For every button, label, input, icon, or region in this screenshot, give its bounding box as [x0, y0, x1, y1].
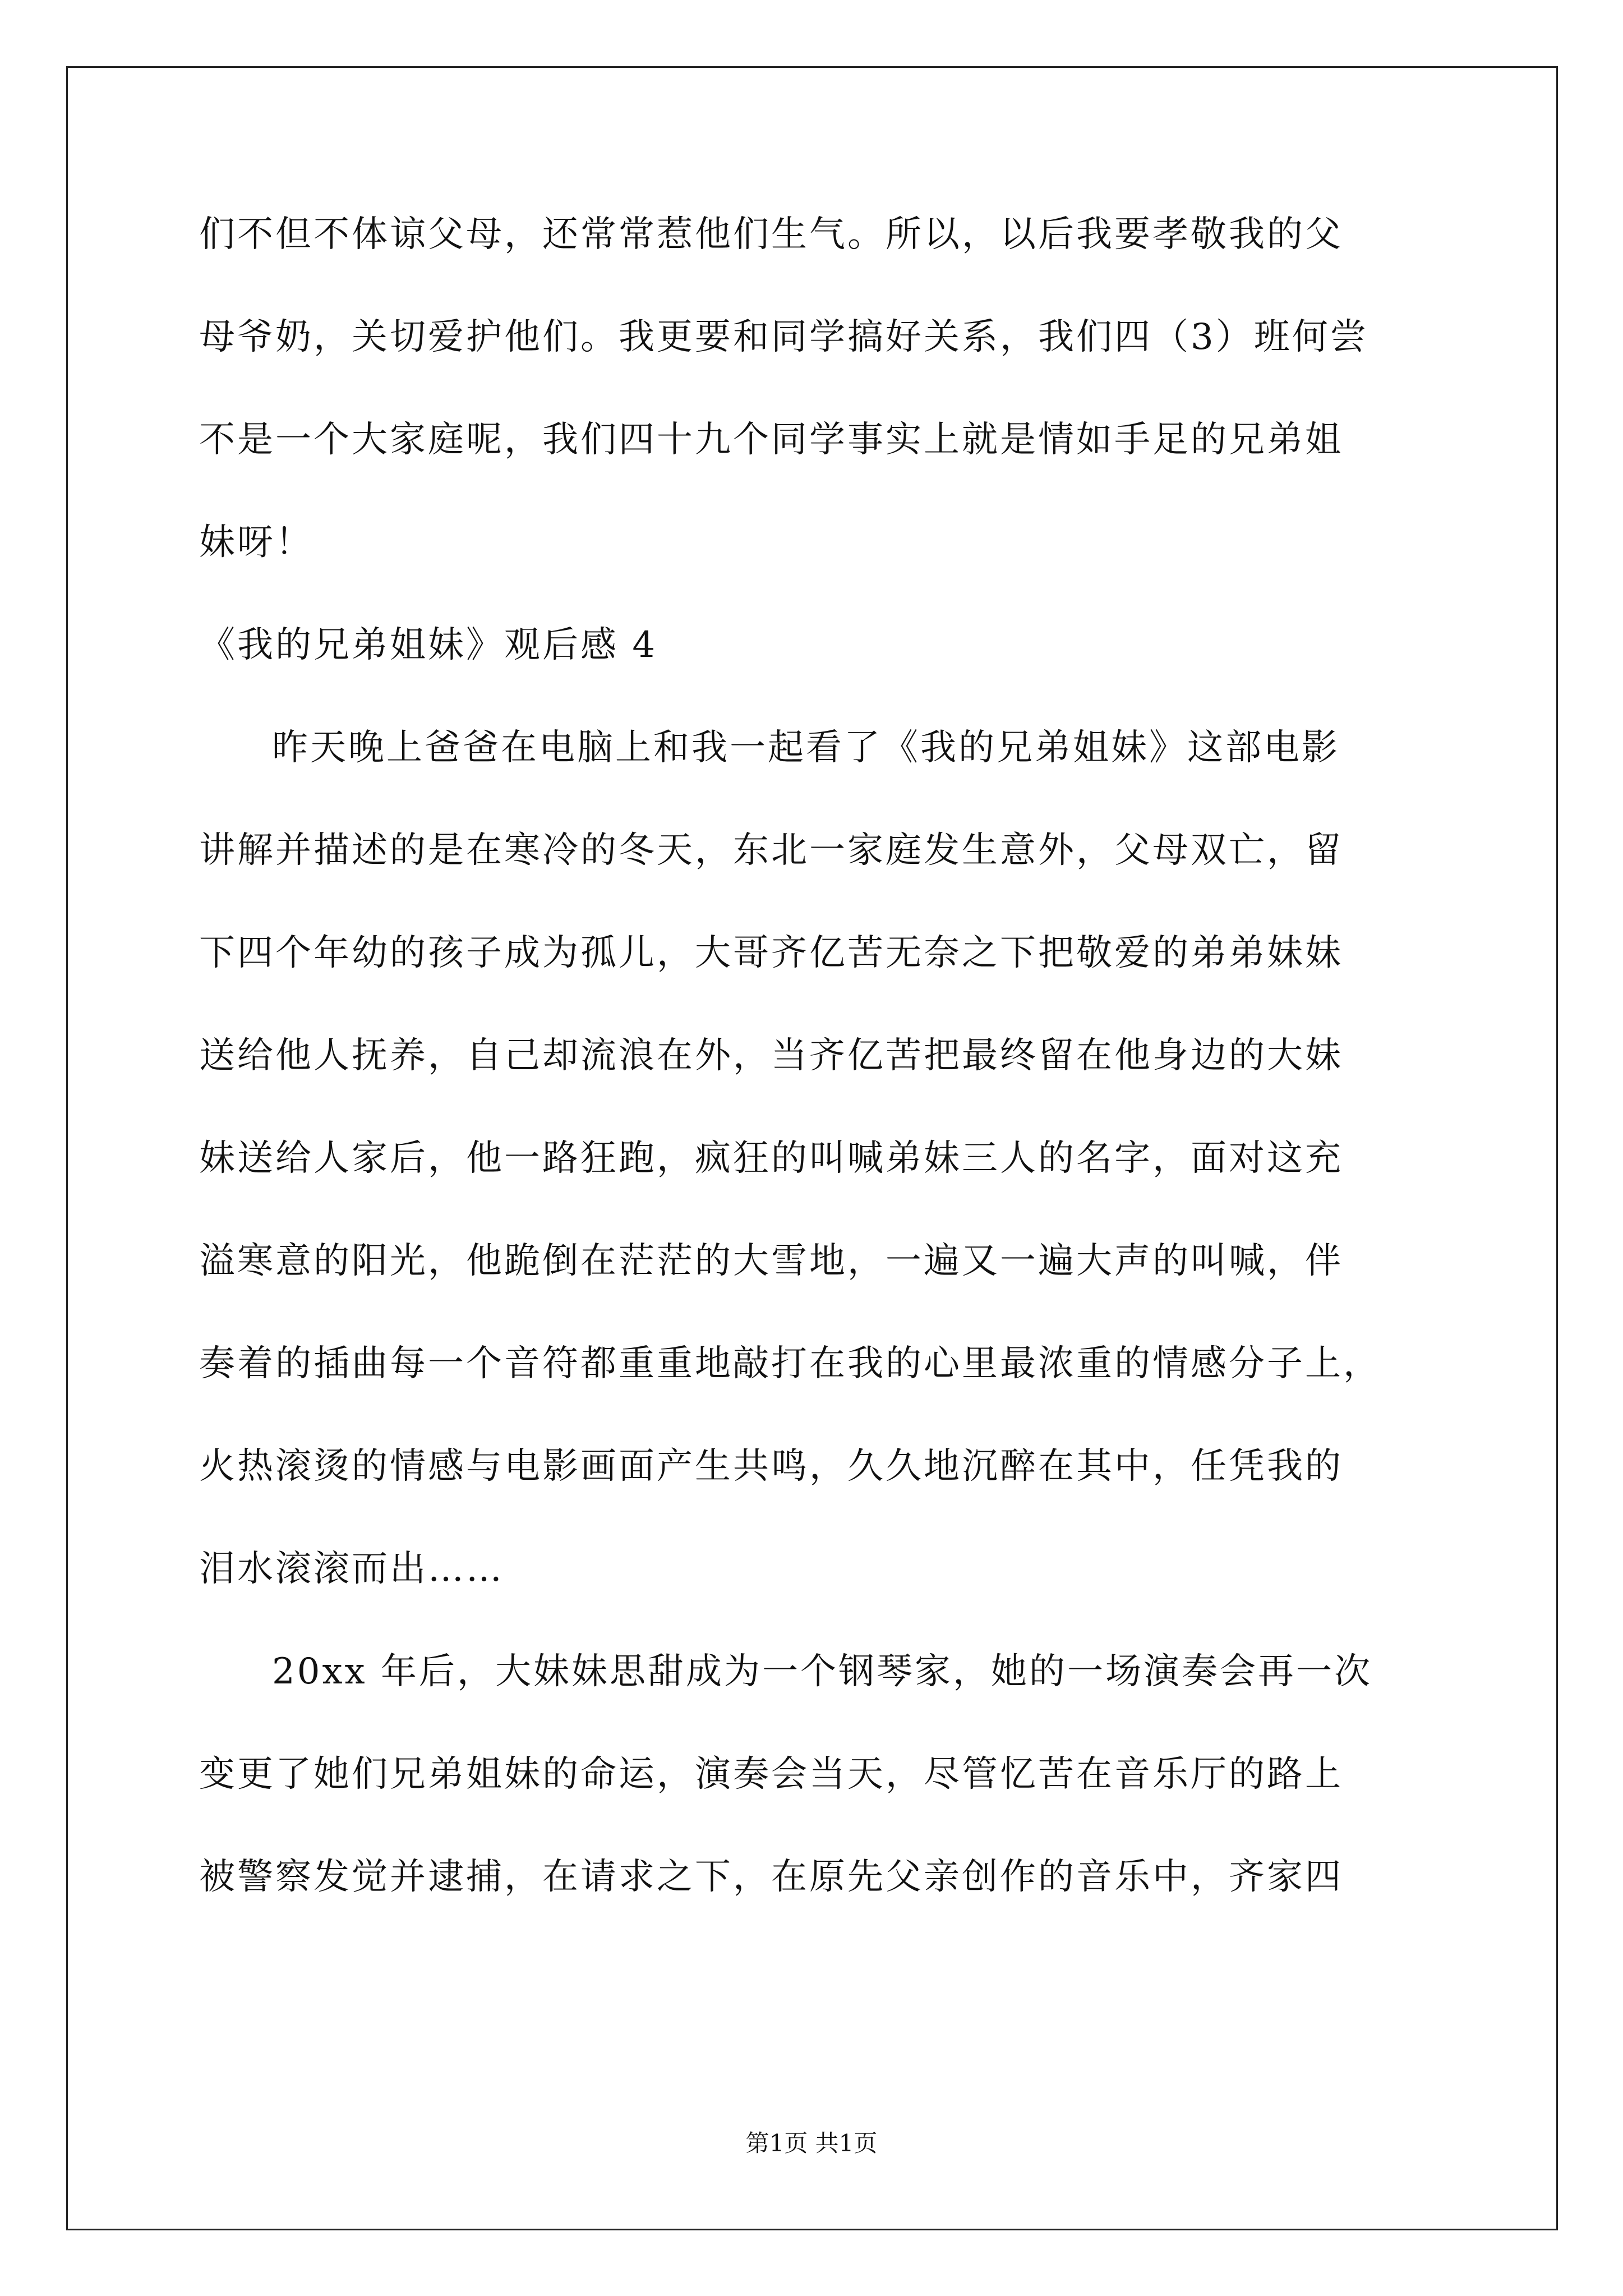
paragraph-line: 妹送给人家后，他一路狂跑，疯狂的叫喊弟妹三人的名字，面对这充 [199, 1138, 1343, 1179]
paragraph-line: 下四个年幼的孩子成为孤儿，大哥齐亿苦无奈之下把敬爱的弟弟妹妹 [199, 932, 1343, 974]
paragraph-line: 20xx 年后，大妹妹思甜成为一个钢琴家，她的一场演奏会再一次 [272, 1651, 1372, 1692]
paragraph-line: 们不但不体谅父母，还常常惹他们生气。所以，以后我要孝敬我的父 [199, 214, 1343, 255]
paragraph-line: 被警察发觉并逮捕，在请求之下，在原先父亲创作的音乐中，齐家四 [199, 1856, 1343, 1898]
page-number: 第1页 共1页 [745, 2129, 878, 2157]
paragraph-line: 母爷奶，关切爱护他们。我更要和同学搞好关系，我们四（3）班何尝 [199, 316, 1368, 358]
paragraph-line: 妹呀！ [199, 522, 313, 563]
paragraph-line: 昨天晚上爸爸在电脑上和我一起看了《我的兄弟姐妹》这部电影 [272, 727, 1340, 769]
paragraph-line: 讲解并描述的是在寒冷的冬天，东北一家庭发生意外，父母双亡，留 [199, 830, 1343, 871]
paragraph-line: 不是一个大家庭呢，我们四十九个同学事实上就是情如手足的兄弟姐 [199, 419, 1343, 461]
paragraph-line: 泪水滚滚而出…… [199, 1548, 504, 1590]
paragraph-line: 变更了她们兄弟姐妹的命运，演奏会当天，尽管忆苦在音乐厅的路上 [199, 1754, 1343, 1795]
paragraph-line: 火热滚烫的情感与电影画面产生共鸣，久久地沉醉在其中，任凭我的 [199, 1446, 1343, 1487]
paragraph-line: 送给他人抚养，自己却流浪在外，当齐亿苦把最终留在他身边的大妹 [199, 1035, 1343, 1076]
paragraph-line: 溢寒意的阳光，他跪倒在茫茫的大雪地，一遍又一遍大声的叫喊，伴 [199, 1240, 1343, 1282]
paragraph-line: 奏着的插曲每一个音符都重重地敲打在我的心里最浓重的情感分子上， [199, 1343, 1381, 1384]
section-heading: 《我的兄弟姐妹》观后感 4 [199, 624, 658, 666]
